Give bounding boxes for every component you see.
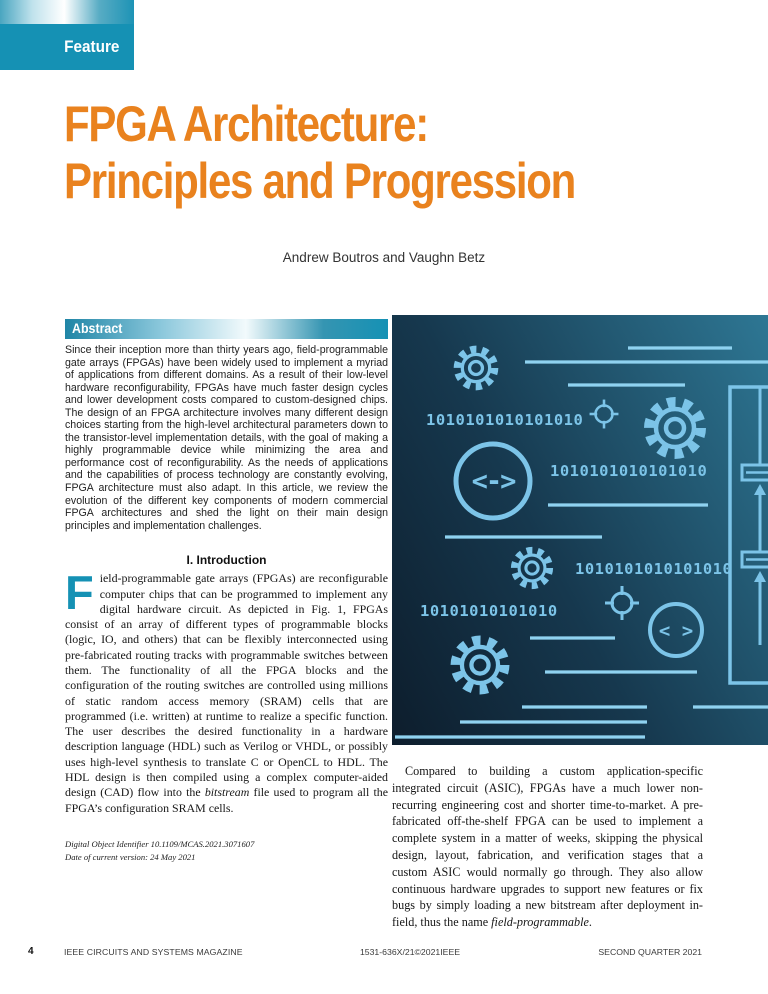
binary-text: 1010101010101010 — [426, 411, 584, 429]
right-text-end: . — [588, 915, 592, 930]
binary-text: 1010101010101010 — [575, 560, 733, 578]
binary-text: 10101010101010 — [420, 602, 558, 620]
code-brackets-icon — [456, 444, 530, 518]
code-brackets-icon — [650, 604, 702, 656]
title-line-2: Principles and Progression — [64, 153, 576, 209]
abstract-heading-bar — [65, 319, 388, 339]
abstract-body: Since their inception more than thirty years ago, field-programmable gate arrays (FPGAs) have been widely used to implement a myriad of applications from different domains. As a result of their low-level hardware reconfigurability, FPGAs have much faster design cycles and lower development costs compared to custom-designed chips. The design of an FPGA architecture involves many different design choices starting from the high-level architectural parameters down to the transistor-level implementation details, with the goal of making a highly programmable device while minimizing the area and performance cost of reconfigurability. As the needs of applications and the capabilities of process technology are constantly evolving, FPGA architecture must also adapt. In this article, we review the evolution of the different key components of modern commercial FPGA architectures and shed the light on their main design principles and implementation challenges. — [65, 344, 388, 532]
left-column — [65, 319, 388, 864]
doi-line: Digital Object Identifier 10.1109/MCAS.2021.3071607 — [65, 838, 255, 849]
feature-label: Feature — [63, 37, 119, 56]
version-date-line: Date of current version: 24 May 2021 — [65, 851, 196, 862]
gear-icon — [514, 550, 549, 585]
issue-label: SECOND QUARTER 2021 — [598, 947, 702, 957]
gear-icon — [455, 640, 504, 689]
gear-icon — [649, 402, 701, 454]
banner-gradient-strip — [0, 0, 134, 24]
intro-bitstream-italic: bitstream — [204, 785, 250, 800]
issn-copyright: 1531-636X/21©2021IEEE — [359, 947, 461, 957]
byline: Andrew Boutros and Vaughn Betz — [282, 250, 486, 265]
feature-banner — [0, 24, 134, 70]
deco-lines — [395, 348, 768, 737]
intro-text-start: ield-programmable gate arrays (FPGAs) are reconfigurable computer chips that can be programmed to implement any digital hardware circuit. As depicted in Fig. 1, FPGAs consist of an array of different types of programmable blocks (logic, IO, and others) that can be flexibly interconnected using pre-fabricated routing tracks with programmable switches between them. The functionality of all the FPGA blocks and the configuration of the routing switches are controlled using millions of static random access memory (SRAM) cells that are programmed (i.e. written) at runtime to realize a specific function. The user describes the desired functionality in a hardware description language (HDL) such as Verilog or VHDL, or possibly uses high-level synthesis to translate C or OpenCL to HDL. The HDL design is then compiled using a complex computer-aided design (CAD) flow into the — [65, 571, 388, 800]
hero-illustration-art — [392, 315, 768, 745]
circuit-diagram — [730, 387, 768, 683]
intro-text-end: file used to program all the FPGA’s configuration SRAM cells. — [65, 785, 388, 815]
title-line-1: FPGA Architecture: — [64, 96, 428, 152]
binary-text: 1010101010101010 — [550, 462, 708, 480]
right-text-start: Compared to building a custom application-specific integrated circuit (ASIC), FPGAs have a much lower non-recurring engineering cost and shorter time-to-market. A pre-fabricated off-the-shelf FPGA can be used to implement a complete system in a matter of weeks, skipping the physical design, layout, fabrication, and verification stages that a custom ASIC would normally go through. They also allow continuous hardware upgrades to support new features or fix bugs by simply loading a new bitstream after deployment in-field, thus the name — [392, 764, 703, 930]
article-title — [64, 96, 672, 210]
introduction-paragraph — [65, 566, 388, 816]
page-number: 4 — [28, 946, 34, 957]
journal-name: IEEE CIRCUITS AND SYSTEMS MAGAZINE — [64, 947, 243, 957]
crosshair-icon — [590, 400, 619, 429]
field-programmable-italic: field-programmable — [491, 915, 589, 930]
page-footer — [0, 945, 768, 965]
right-column-paragraph — [392, 763, 703, 931]
article-metadata — [65, 838, 388, 864]
intro-dropcap: F — [65, 566, 94, 620]
introduction-heading: I. Introduction — [186, 553, 267, 568]
abstract-heading: Abstract — [72, 321, 123, 336]
hero-illustration — [392, 315, 768, 745]
code-symbol: < > — [658, 620, 694, 642]
gear-icon — [457, 349, 494, 386]
code-symbol: <-> — [471, 466, 515, 497]
crosshair-icon — [605, 586, 639, 620]
